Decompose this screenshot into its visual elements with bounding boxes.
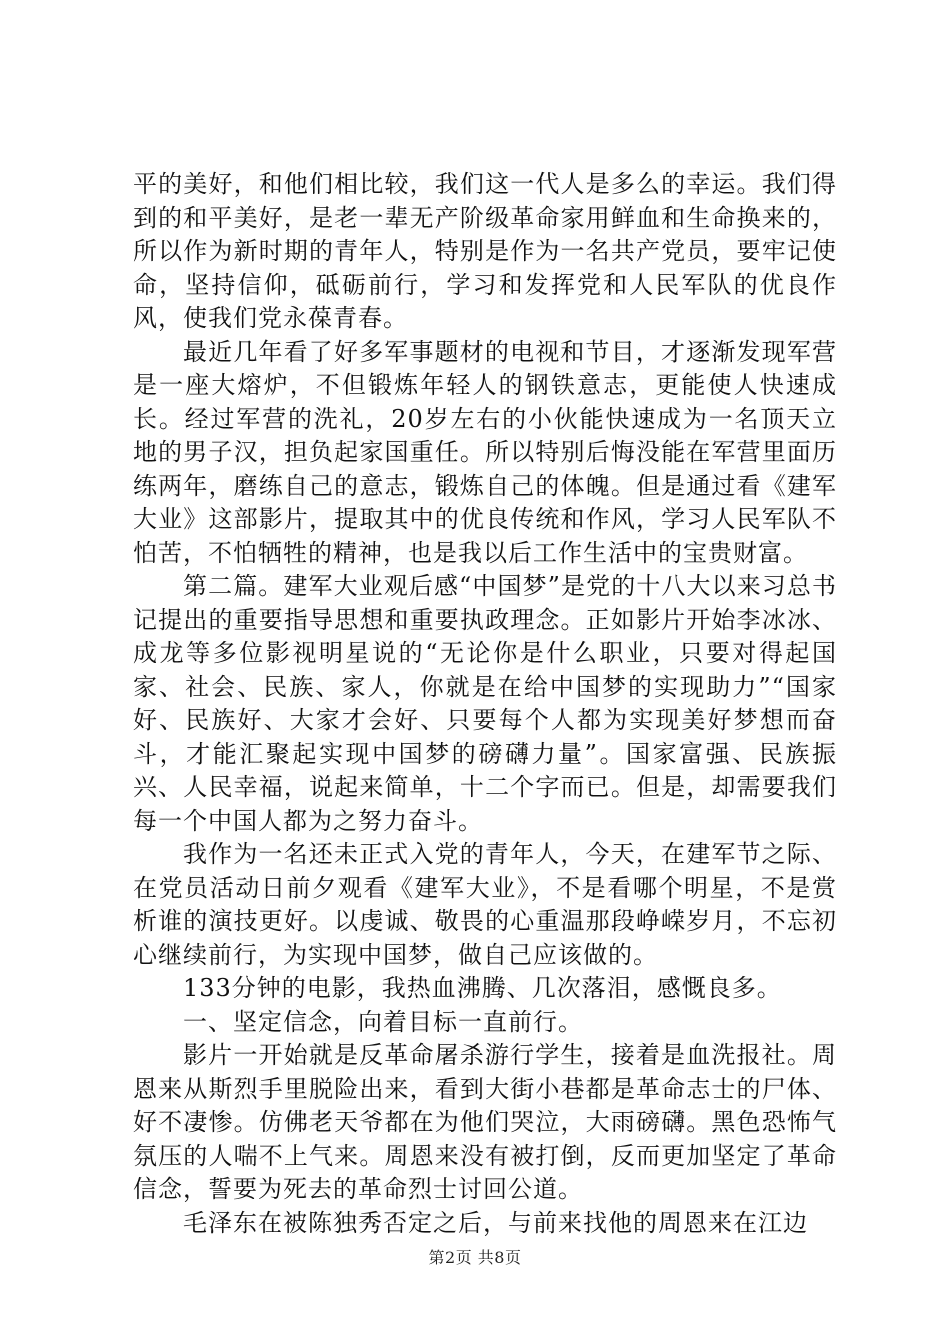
page-number-footer: 第2页 共8页	[428, 1248, 522, 1267]
paragraph-1: 平的美好，和他们相比较，我们这一代人是多么的幸运。我们得到的和平美好，是老一辈无产阶级革命家用鲜血和生命换来的，所以作为新时期的青年人，特别是作为一名共产党员，要牢记使命，坚持信仰，砥砺前行，学习和发挥党和人民军队的优良作风，使我们党永葆青春。	[133, 170, 837, 332]
paragraph-5: 133分钟的电影，我热血沸腾、几次落泪，感慨良多。	[183, 974, 782, 1002]
paragraph-2: 最近几年看了好多军事题材的电视和节目，才逐渐发现军营是一座大熔炉，不但锻炼年轻人的钢铁意志，更能使人快速成长。经过军营的洗礼，20岁左右的小伙能快速成为一名顶天立地的男子汉，担负起家国重任。所以特别后悔没能在军营里面历练两年，磨练自己的意志，锻炼自己的体魄。但是通过看《建军大业》这部影片，提取其中的优良传统和作风，学习人民军队不怕苦，不怕牺牲的精神，也是我以后工作生活中的宝贵财富。	[133, 337, 837, 567]
paragraph-8: 毛泽东在被陈独秀否定之后，与前来找他的周恩来在江边	[183, 1208, 808, 1237]
paragraph-3: 第二篇。建军大业观后感“中国梦”是党的十八大以来习总书记提出的重要指导思想和重要执政理念。正如影片开始李冰冰、成龙等多位影视明星说的“无论你是什么职业，只要对得起国家、社会、民族、家人，你就是在给中国梦的实现助力”“国家好、民族好、大家才会好、只要每个人都为实现美好梦想而奋斗，才能汇聚起实现中国梦的磅礴力量”。国家富强、民族振兴、人民幸福，说起来简单，十二个字而已。但是，却需要我们每一个中国人都为之努力奋斗。	[133, 572, 837, 835]
paragraph-6-heading: 一、坚定信念，向着目标一直前行。	[183, 1007, 583, 1036]
document-body	[133, 168, 837, 1240]
paragraph-4: 我作为一名还未正式入党的青年人，今天，在建军节之际、在党员活动日前夕观看《建军大业》，不是看哪个明星，不是赏析谁的演技更好。以虔诚、敬畏的心重温那段峥嵘岁月，不忘初心继续前行，为实现中国梦，做自己应该做的。	[133, 840, 837, 969]
paragraph-7: 影片一开始就是反革命屠杀游行学生，接着是血洗报社。周恩来从斯烈手里脱险出来，看到大街小巷都是革命志士的尸体、好不凄惨。仿佛老天爷都在为他们哭泣，大雨磅礴。黑色恐怖气氛压的人喘不上气来。周恩来没有被打倒，反而更加坚定了革命信念，誓要为死去的革命烈士讨回公道。	[133, 1041, 837, 1203]
